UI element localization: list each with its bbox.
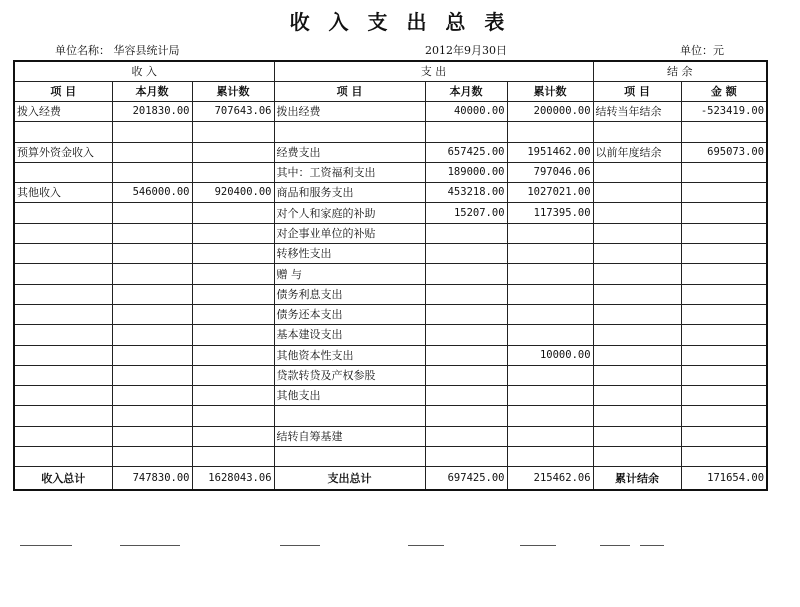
expense-cumulative-cell: 200000.00 [507, 102, 593, 122]
balance-item-cell [593, 264, 681, 284]
balance-item-cell [593, 426, 681, 446]
table-row [14, 183, 767, 203]
expense-cumulative-cell [507, 386, 593, 406]
expense-month-cell [425, 447, 507, 467]
balance-amount-cell [681, 223, 767, 243]
balance-item-cell [593, 386, 681, 406]
income-item-cell [14, 223, 112, 243]
income-total-label: 收入总计 [14, 467, 112, 491]
balance-amount-cell [681, 406, 767, 426]
income-cumulative-cell [192, 203, 274, 223]
expense-month-cell: 15207.00 [425, 203, 507, 223]
expense-cumulative-cell [507, 365, 593, 385]
balance-amount-cell: -523419.00 [681, 102, 767, 122]
expense-item-cell: 其他资本性支出 [274, 345, 425, 365]
balance-item-cell [593, 183, 681, 203]
expense-month-header: 本月数 [425, 82, 507, 102]
income-month-cell [112, 304, 192, 324]
expense-cumulative-cell: 1027021.00 [507, 183, 593, 203]
income-item-cell [14, 325, 112, 345]
income-cumulative-cell [192, 244, 274, 264]
income-item-cell [14, 447, 112, 467]
expense-item-cell: 其他支出 [274, 386, 425, 406]
income-item-cell: 预算外资金收入 [14, 142, 112, 162]
income-month-cell [112, 447, 192, 467]
balance-amount-cell [681, 304, 767, 324]
expense-cumulative-cell [507, 223, 593, 243]
currency-unit: 单位：元 [680, 44, 724, 57]
expense-item-cell [274, 122, 425, 142]
unit-name: 单位名称： 华容县统计局 [55, 44, 180, 57]
expense-cumulative-cell [507, 304, 593, 324]
scan-dash [600, 545, 630, 546]
expense-item-cell [274, 406, 425, 426]
expense-month-cell: 40000.00 [425, 102, 507, 122]
income-item-cell [14, 284, 112, 304]
balance-amount-header: 金 额 [681, 82, 767, 102]
income-expense-table [13, 60, 768, 491]
expense-month-cell: 657425.00 [425, 142, 507, 162]
expense-item-cell: 对个人和家庭的补助 [274, 203, 425, 223]
expense-month-cell [425, 426, 507, 446]
expense-total-month: 697425.00 [425, 467, 507, 491]
income-item-cell [14, 386, 112, 406]
expense-cumulative-header: 累计数 [507, 82, 593, 102]
expense-item-cell: 债务还本支出 [274, 304, 425, 324]
table-row [14, 203, 767, 223]
income-month-cell [112, 244, 192, 264]
income-item-header: 项 目 [14, 82, 112, 102]
balance-amount-cell [681, 345, 767, 365]
income-month-cell [112, 284, 192, 304]
balance-amount-cell [681, 447, 767, 467]
table-row [14, 325, 767, 345]
balance-item-cell [593, 122, 681, 142]
income-month-cell [112, 203, 192, 223]
expense-month-cell [425, 264, 507, 284]
expense-cumulative-cell [507, 244, 593, 264]
expense-item-cell: 转移性支出 [274, 244, 425, 264]
balance-amount-cell [681, 284, 767, 304]
column-header-row [14, 82, 767, 102]
balance-item-cell [593, 406, 681, 426]
income-total-cumulative: 1628043.06 [192, 467, 274, 491]
balance-amount-cell [681, 183, 767, 203]
income-cumulative-cell: 920400.00 [192, 183, 274, 203]
income-cumulative-header: 累计数 [192, 82, 274, 102]
income-cumulative-cell [192, 345, 274, 365]
table-row [14, 304, 767, 324]
expense-cumulative-cell [507, 426, 593, 446]
table-row [14, 426, 767, 446]
expense-cumulative-cell: 797046.06 [507, 162, 593, 182]
balance-total-label: 累计结余 [593, 467, 681, 491]
expense-item-cell: 对企事业单位的补贴 [274, 223, 425, 243]
balance-item-cell [593, 284, 681, 304]
balance-item-cell [593, 223, 681, 243]
table-row [14, 345, 767, 365]
table-row [14, 284, 767, 304]
expense-cumulative-cell: 117395.00 [507, 203, 593, 223]
income-cumulative-cell [192, 304, 274, 324]
income-month-cell [112, 426, 192, 446]
table-row [14, 386, 767, 406]
expense-item-header: 项 目 [274, 82, 425, 102]
income-cumulative-cell [192, 162, 274, 182]
balance-item-cell [593, 304, 681, 324]
income-item-cell [14, 264, 112, 284]
income-month-cell [112, 386, 192, 406]
expense-section-header: 支 出 [274, 61, 593, 82]
income-cumulative-cell: 707643.06 [192, 102, 274, 122]
balance-item-cell [593, 365, 681, 385]
balance-amount-cell [681, 203, 767, 223]
income-month-cell [112, 162, 192, 182]
expense-item-cell: 赠 与 [274, 264, 425, 284]
balance-item-header: 项 目 [593, 82, 681, 102]
income-item-cell [14, 203, 112, 223]
expense-total-cumulative: 215462.06 [507, 467, 593, 491]
scan-dash [20, 545, 72, 546]
balance-amount-cell [681, 365, 767, 385]
totals-row [14, 467, 767, 491]
balance-amount-cell: 695073.00 [681, 142, 767, 162]
expense-cumulative-cell [507, 447, 593, 467]
income-month-cell [112, 122, 192, 142]
expense-item-cell: 结转自筹基建 [274, 426, 425, 446]
table-row [14, 122, 767, 142]
income-item-cell [14, 365, 112, 385]
expense-month-cell [425, 386, 507, 406]
income-cumulative-cell [192, 426, 274, 446]
expense-cumulative-cell: 10000.00 [507, 345, 593, 365]
income-cumulative-cell [192, 365, 274, 385]
expense-item-cell: 基本建设支出 [274, 325, 425, 345]
balance-item-cell: 结转当年结余 [593, 102, 681, 122]
balance-item-cell [593, 162, 681, 182]
table-row [14, 406, 767, 426]
scan-dash [640, 545, 664, 546]
income-cumulative-cell [192, 284, 274, 304]
expense-month-cell [425, 304, 507, 324]
expense-item-cell: 经费支出 [274, 142, 425, 162]
income-cumulative-cell [192, 406, 274, 426]
income-item-cell [14, 244, 112, 264]
expense-item-cell: 其中：工资福利支出 [274, 162, 425, 182]
balance-amount-cell [681, 162, 767, 182]
income-cumulative-cell [192, 325, 274, 345]
income-cumulative-cell [192, 122, 274, 142]
expense-item-cell: 拨出经费 [274, 102, 425, 122]
expense-month-cell [425, 365, 507, 385]
expense-cumulative-cell [507, 284, 593, 304]
income-cumulative-cell [192, 223, 274, 243]
balance-total-amount: 171654.00 [681, 467, 767, 491]
expense-month-cell [425, 345, 507, 365]
expense-cumulative-cell [507, 325, 593, 345]
table-row [14, 264, 767, 284]
balance-item-cell [593, 345, 681, 365]
expense-month-cell [425, 406, 507, 426]
income-item-cell: 拨入经费 [14, 102, 112, 122]
income-month-header: 本月数 [112, 82, 192, 102]
scan-dash [520, 545, 556, 546]
income-item-cell [14, 345, 112, 365]
report-date: 2012年9月30日 [425, 44, 507, 57]
income-item-cell [14, 304, 112, 324]
table-row [14, 244, 767, 264]
income-month-cell [112, 345, 192, 365]
expense-item-cell: 商品和服务支出 [274, 183, 425, 203]
table-row [14, 365, 767, 385]
income-month-cell [112, 406, 192, 426]
income-item-cell [14, 122, 112, 142]
balance-item-cell [593, 325, 681, 345]
table-row [14, 447, 767, 467]
expense-cumulative-cell [507, 122, 593, 142]
income-cumulative-cell [192, 386, 274, 406]
expense-item-cell: 债务利息支出 [274, 284, 425, 304]
expense-month-cell [425, 122, 507, 142]
expense-month-cell: 189000.00 [425, 162, 507, 182]
expense-item-cell [274, 447, 425, 467]
income-cumulative-cell [192, 142, 274, 162]
income-item-cell [14, 162, 112, 182]
balance-amount-cell [681, 426, 767, 446]
balance-section-header: 结 余 [593, 61, 767, 82]
balance-item-cell [593, 244, 681, 264]
expense-cumulative-cell: 1951462.00 [507, 142, 593, 162]
balance-amount-cell [681, 325, 767, 345]
income-month-cell [112, 365, 192, 385]
table-row [14, 102, 767, 122]
income-month-cell [112, 325, 192, 345]
balance-amount-cell [681, 264, 767, 284]
balance-amount-cell [681, 122, 767, 142]
income-cumulative-cell [192, 447, 274, 467]
income-item-cell [14, 406, 112, 426]
income-cumulative-cell [192, 264, 274, 284]
section-header-row [14, 61, 767, 82]
scan-dash [408, 545, 444, 546]
balance-item-cell [593, 203, 681, 223]
balance-item-cell: 以前年度结余 [593, 142, 681, 162]
expense-month-cell [425, 284, 507, 304]
expense-cumulative-cell [507, 406, 593, 426]
expense-cumulative-cell [507, 264, 593, 284]
income-month-cell [112, 142, 192, 162]
table-row [14, 142, 767, 162]
scan-dash [280, 545, 320, 546]
expense-month-cell [425, 325, 507, 345]
income-total-month: 747830.00 [112, 467, 192, 491]
scan-dash [120, 545, 180, 546]
income-item-cell [14, 426, 112, 446]
expense-item-cell: 贷款转贷及产权参股 [274, 365, 425, 385]
expense-month-cell [425, 244, 507, 264]
income-month-cell: 546000.00 [112, 183, 192, 203]
expense-month-cell: 453218.00 [425, 183, 507, 203]
income-month-cell [112, 264, 192, 284]
report-title: 收 入 支 出 总 表 [289, 10, 511, 34]
balance-amount-cell [681, 244, 767, 264]
balance-amount-cell [681, 386, 767, 406]
expense-month-cell [425, 223, 507, 243]
balance-item-cell [593, 447, 681, 467]
table-row [14, 223, 767, 243]
table-row [14, 162, 767, 182]
income-item-cell: 其他收入 [14, 183, 112, 203]
income-month-cell: 201830.00 [112, 102, 192, 122]
expense-total-label: 支出总计 [274, 467, 425, 491]
income-section-header: 收 入 [14, 61, 274, 82]
income-month-cell [112, 223, 192, 243]
